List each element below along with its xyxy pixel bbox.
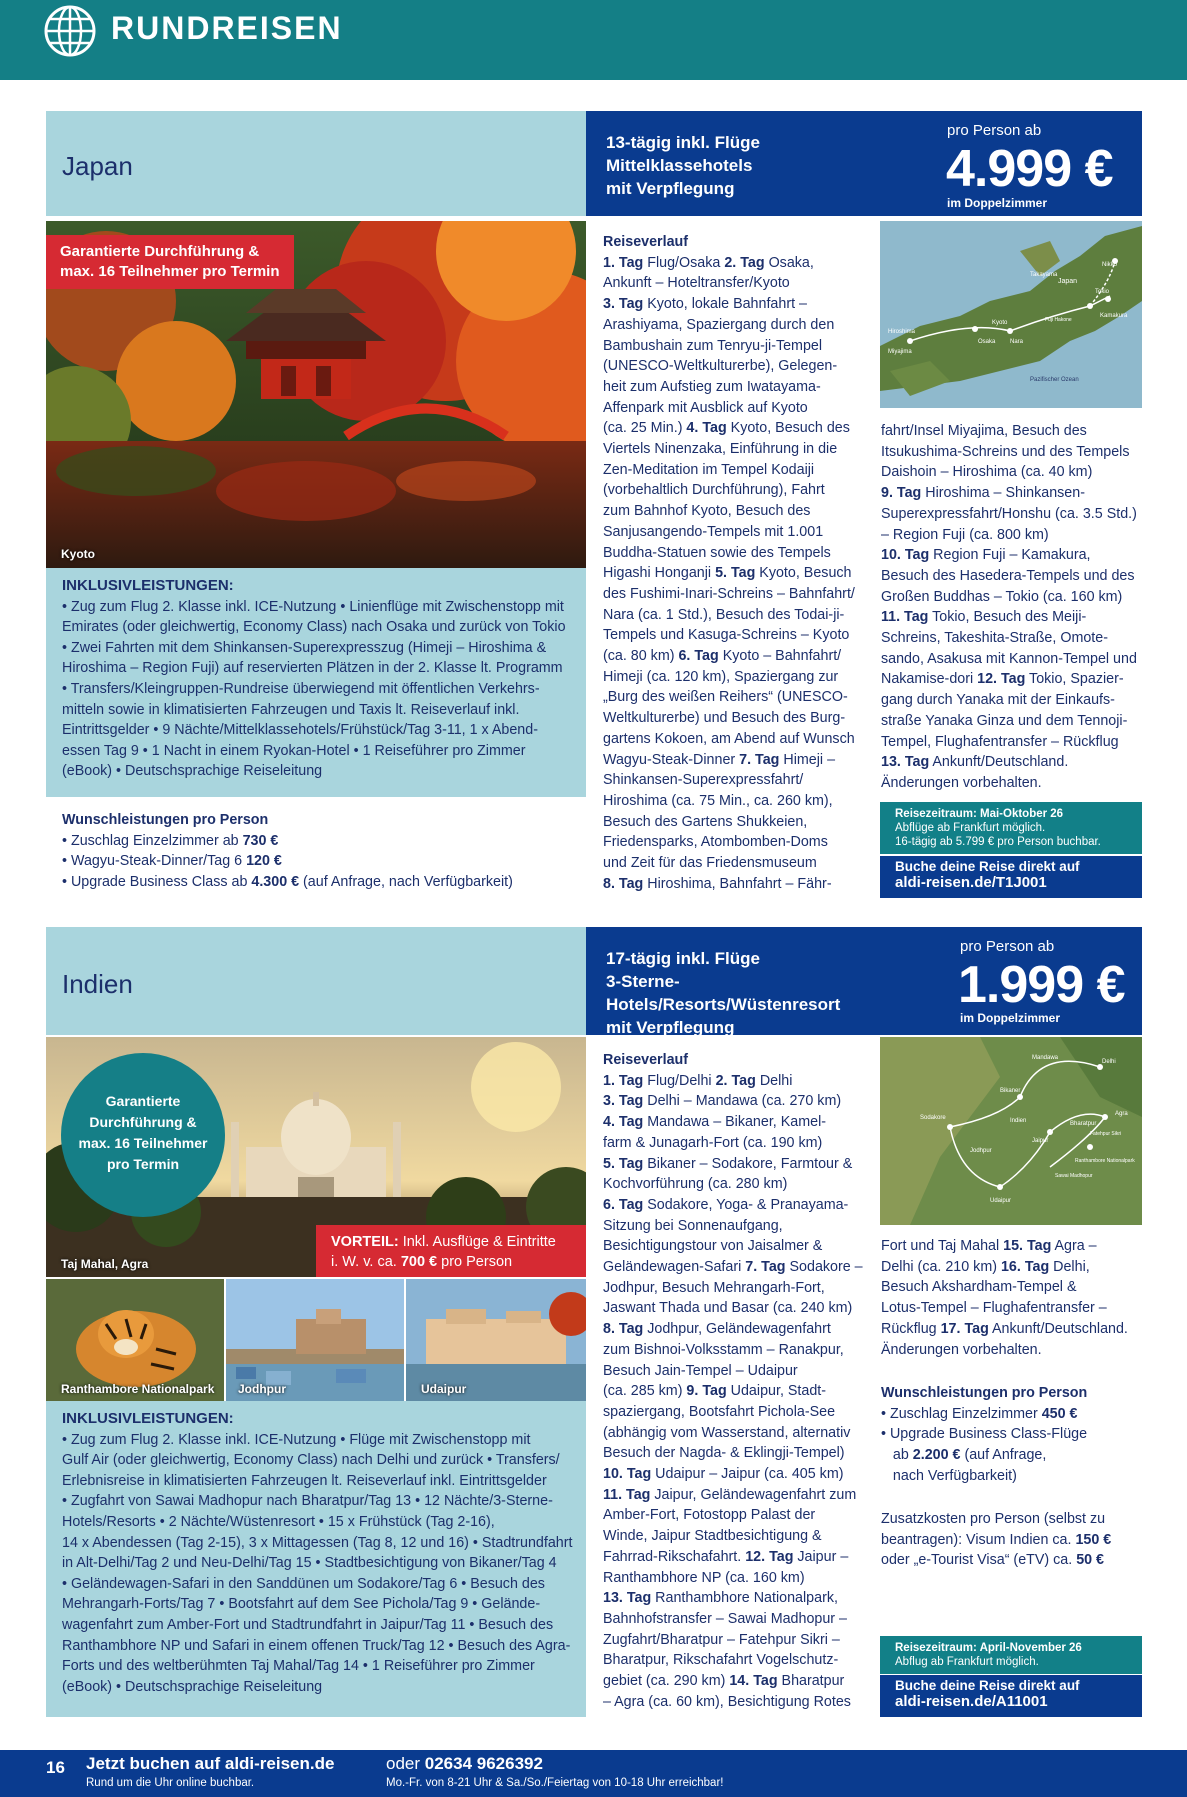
wunsch-item [62, 831, 582, 852]
itinerary-line: Besuch des Hasedera-Tempels und des [881, 567, 1135, 584]
itinerary-line: Itsukushima-Schreins und des Tempels [881, 443, 1130, 460]
itinerary-line: 5. Tag Bikaner – Sodakore, Farmtour & [603, 1155, 853, 1172]
india-photo-jodhpur [226, 1279, 404, 1401]
inclusive-line: Mehrangarh-Forts/Tag 7 • Bootsfahrt auf dem See Pichola/Tag 9 • Gelände- [62, 1596, 541, 1613]
itinerary-line: Nakamise-dori 12. Tag Tokio, Spazier- [881, 671, 1124, 688]
itinerary-line: Affenpark mit Ausblick auf Kyoto [603, 399, 808, 416]
itinerary-line: heit zum Aufstieg zum Iwatayama- [603, 378, 821, 395]
india-feature-line: 17-tägig inkl. Flüge [606, 949, 760, 968]
itinerary-line: Superexpressfahrt/Honshu (ca. 3.5 Std.) [881, 505, 1137, 522]
wunsch-text: • Upgrade Business Class ab [62, 873, 252, 890]
price-note: im Doppelzimmer [960, 1011, 1061, 1025]
itinerary-line: Fahrrad-Rikschafahrt. 12. Tag Jaipur – [603, 1548, 849, 1565]
itinerary-line: Zen-Meditation im Tempel Kodaiji [603, 461, 815, 478]
inclusive-line: • Zug zum Flug 2. Klasse inkl. ICE-Nutzung • Flüge mit Zwischenstopp mit [62, 1431, 531, 1448]
itinerary-line: Weltkulturerbe) und Besuch des Burg- [603, 710, 846, 727]
price-value: 1.999 € [958, 956, 1125, 1014]
badge-line: pro Termin [106, 1156, 180, 1172]
india-feature-box [586, 927, 880, 1035]
map-label: Bikaner [1000, 1088, 1021, 1094]
map-label: Miyajima [888, 349, 912, 355]
japan-feature-line: Mittelklassehotels [606, 156, 753, 175]
itinerary-line: Bharatpur, Rikschafahrt Vogelschutz- [603, 1652, 839, 1669]
map-label: Osaka [978, 339, 996, 345]
photo-caption: Udaipur [421, 1382, 467, 1396]
page-number: 16 [46, 1758, 65, 1777]
itinerary-line: des Fushimi-Inari-Schreins – Bahnfahrt/ [603, 585, 855, 602]
itinerary-line: Tempel, Flughafentransfer – Rückflug [881, 733, 1119, 750]
japan-country-title: Japan [62, 151, 133, 181]
itinerary-line: 13. Tag Ankunft/Deutschland. [881, 754, 1069, 771]
inclusive-line: • Zug zum Flug 2. Klasse inkl. ICE-Nutzung • Linienflüge mit Zwischenstopp mit [62, 598, 564, 615]
inclusive-line: mitteln sowie in klimatisierten Fahrzeugen und Taxis lt. Reiseverlauf inkl. [62, 701, 520, 718]
price-label: pro Person ab [960, 938, 1055, 955]
section-title: RUNDREISEN [111, 10, 343, 46]
footer-book-online [86, 1754, 334, 1774]
india-title-box [46, 927, 586, 1035]
vorteil-label: VORTEIL: [331, 1234, 399, 1250]
period-line: Abflüge ab Frankfurt möglich. [895, 822, 1046, 834]
map-label: Nikko [1102, 262, 1118, 268]
india-feature-line: mit Verpflegung [606, 1018, 735, 1037]
japan-itinerary-col1 [603, 232, 865, 895]
itinerary-line: Besuch Jain-Tempel – Udaipur [603, 1362, 798, 1379]
itinerary-line: Großen Buddhas – Tokio (ca. 160 km) [881, 588, 1123, 605]
price-value: 4.999 € [946, 140, 1113, 198]
japan-itinerary-col2 [881, 421, 1146, 794]
booking-url[interactable]: aldi-reisen.de/A11001 [895, 1693, 1048, 1710]
wunsch-price: 120 € [246, 853, 282, 870]
badge-line: max. 16 Teilnehmer pro Termin [60, 263, 280, 280]
wunsch-item [62, 872, 582, 893]
badge-line: Garantierte [105, 1093, 181, 1109]
itinerary-line: Besuch Akshardham-Tempel & [881, 1279, 1077, 1296]
itinerary-line: Hiroshima (ca. 75 Min., ca. 260 km), [603, 792, 833, 809]
itinerary-line: Himeji (ca. 120 km), Spaziergang zur [603, 668, 839, 685]
itinerary-line: – Agra (ca. 60 km), Besichtigung Rotes [603, 1693, 851, 1710]
japan-feature-line: 13-tägig inkl. Flüge [606, 133, 760, 152]
itinerary-line: Änderungen vorbehalten. [881, 1341, 1042, 1358]
map-label: Indien [1010, 1118, 1027, 1124]
wunsch-price: 730 € [242, 832, 279, 849]
vorteil-text: Inkl. Ausflüge & Eintritte [398, 1234, 556, 1250]
map-label: Japan [1058, 278, 1078, 285]
japan-photo-kyoto [46, 221, 586, 568]
map-label: Agra [1115, 1111, 1128, 1117]
map-label: Udaipur [990, 1198, 1012, 1204]
wunsch-after: (auf Anfrage, nach Verfügbarkeit) [299, 873, 513, 890]
map-label: Fuji Hakone [1045, 317, 1072, 323]
itinerary-line: Jaswant Thada und Basar (ca. 240 km) [603, 1300, 853, 1317]
india-itinerary-col1 [603, 1050, 865, 1713]
itinerary-line: Lotus-Tempel – Flughafentransfer – [881, 1300, 1107, 1317]
itinerary-line: 1. Tag Flug/Osaka 2. Tag Osaka, [603, 254, 814, 271]
wunsch-item: nach Verfügbarkeit) [881, 1467, 1017, 1484]
itinerary-line: 10. Tag Udaipur – Jaipur (ca. 405 km) [603, 1466, 844, 1483]
itinerary-line: Arashiyama, Spaziergang durch den [603, 316, 835, 333]
itinerary-line: 3. Tag Delhi – Mandawa (ca. 270 km) [603, 1093, 842, 1110]
inclusive-line: (eBook) • Deutschsprachige Reiseleitung [62, 763, 323, 780]
booking-url[interactable]: aldi-reisen.de/T1J001 [895, 874, 1047, 891]
itinerary-line: 11. Tag Tokio, Besuch des Meiji- [881, 609, 1087, 626]
inclusive-title: INKLUSIVLEISTUNGEN: [62, 1410, 234, 1427]
india-photo-udaipur [406, 1279, 586, 1401]
itinerary-line: 13. Tag Ranthambhore Nationalpark, [603, 1590, 838, 1607]
india-wunsch-list [881, 1383, 1146, 1487]
itinerary-line: gartens Kokoen, am Abend auf Wunsch [603, 730, 855, 747]
japan-wunsch-list [62, 810, 582, 892]
japan-price-box [880, 111, 1142, 216]
itinerary-line: Daishoin – Hiroshima (ca. 40 km) [881, 464, 1093, 481]
itinerary-line: fahrt/Insel Miyajima, Besuch des [881, 423, 1087, 439]
japan-booking-link[interactable] [880, 856, 1142, 898]
itinerary-line: Buddha-Statuen sowie des Tempels [603, 544, 831, 561]
itinerary-title: Reiseverlauf [603, 1052, 689, 1068]
itinerary-line: 8. Tag Jodhpur, Geländewagenfahrt [603, 1321, 831, 1338]
itinerary-line: spaziergang, Bootsfahrt Pichola-See [603, 1403, 836, 1420]
india-inclusive-box [46, 1401, 586, 1717]
map-label: Kyoto [992, 320, 1008, 326]
itinerary-line: Nara (ca. 1 Std.), Besuch des Todai-ji- [603, 606, 845, 623]
itinerary-line: 10. Tag Region Fuji – Kamakura, [881, 547, 1091, 564]
map-label: Nara [1010, 339, 1024, 345]
vorteil-price: 700 € [400, 1254, 438, 1270]
itinerary-line: Schreins, Takeshita-Straße, Omote- [881, 630, 1108, 647]
itinerary-line: straße Yanaka Ginza und dem Tennoji- [881, 712, 1128, 729]
vorteil-text: i. W. v. ca. [331, 1254, 401, 1270]
photo-caption: Taj Mahal, Agra [61, 1257, 149, 1271]
itinerary-line: – Region Fuji (ca. 800 km) [881, 526, 1049, 543]
footer-text: Jetzt buchen auf [86, 1754, 225, 1773]
footer-phone [386, 1754, 543, 1774]
extra-cost-line: oder „e-Tourist Visa“ (eTV) ca. 50 € [881, 1552, 1105, 1569]
india-photo-taj-mahal [46, 1037, 586, 1277]
itinerary-line: gang durch Yanaka mit der Einkaufs- [881, 692, 1115, 709]
wunsch-text: • Wagyu-Steak-Dinner/Tag 6 [62, 853, 247, 870]
japan-inclusive-box [46, 568, 586, 797]
itinerary-line: 9. Tag Hiroshima – Shinkansen- [881, 485, 1085, 502]
map-label: Pazifischer Ozean [1030, 377, 1079, 383]
itinerary-line: Delhi (ca. 210 km) 16. Tag Delhi, [881, 1258, 1090, 1275]
period-line: Reisezeitraum: April-November 26 [895, 1642, 1082, 1654]
itinerary-line: Viertels Ninenzaka, Einführung in die [603, 441, 838, 458]
map-label: Fatehpur Sikri [1090, 1131, 1122, 1137]
japan-feature-line: mit Verpflegung [606, 179, 735, 198]
itinerary-line: 6. Tag Sodakore, Yoga- & Pranayama- [603, 1196, 849, 1213]
wunsch-item: ab 2.200 € (auf Anfrage, [881, 1447, 1047, 1464]
japan-map-graphic [880, 221, 1142, 408]
inclusive-line: • Zugfahrt von Sawai Madhopur nach Bharatpur/Tag 13 • 12 Nächte/3-Sterne- [62, 1493, 553, 1510]
inclusive-line: Gulf Air (oder gleichwertig, Economy Class) nach Delhi und zurück • Transfers/ [62, 1452, 560, 1469]
footer-phone-sub: Mo.-Fr. von 8-21 Uhr & Sa./So./Feiertag von 10-18 Uhr erreichbar! [386, 1777, 724, 1789]
itinerary-line: Besichtigungstour von Jaisalmer & [603, 1238, 823, 1255]
itinerary-line: sando, Asakusa mit Kannon-Tempel und [881, 650, 1137, 667]
itinerary-line: Änderungen vorbehalten. [881, 774, 1042, 791]
itinerary-line: Besuch der Nagda- & Eklingji-Tempel) [603, 1445, 845, 1462]
inclusive-line: 14 x Abendessen (Tag 2-15), 3 x Mittagessen (Tag 8, 12 und 16) • Stadtrundfahrt [62, 1534, 573, 1551]
inclusive-line: • Zwei Fahrten mit dem Shinkansen-Superexpresszug (Himeji – Hiroshima & [62, 639, 547, 656]
itinerary-line: Bambushain zum Tenryu-ji-Tempel [603, 337, 823, 354]
price-label: pro Person ab [947, 122, 1042, 139]
itinerary-line: Winde, Jaipur Stadtbesichtigung & [603, 1528, 822, 1545]
footer-bar [0, 1750, 1187, 1797]
itinerary-line: 4. Tag Mandawa – Bikaner, Kamel- [603, 1114, 827, 1131]
itinerary-line: 1. Tag Flug/Delhi 2. Tag Delhi [603, 1072, 793, 1089]
inclusive-line: Hotels/Resorts • 2 Nächte/Wüstenresort • 15 x Frühstück (Tag 2-16), [62, 1513, 495, 1530]
map-label: Hiroshima [888, 329, 916, 335]
footer-book-sub: Rund um die Uhr online buchbar. [86, 1777, 255, 1789]
footer-text: oder [386, 1754, 425, 1773]
map-label: Ranthambore Nationalpark [1075, 1158, 1135, 1164]
wunsch-text: • Zuschlag Einzelzimmer ab [62, 832, 243, 849]
inclusive-title: INKLUSIVLEISTUNGEN: [62, 577, 234, 594]
itinerary-line: gebiet (ca. 290 km) 14. Tag Bharatpur [603, 1673, 845, 1690]
itinerary-title: Reiseverlauf [603, 234, 689, 250]
japan-route-map [880, 221, 1142, 408]
period-text [895, 1641, 1142, 1669]
itinerary-line: Ranthambhore NP (ca. 160 km) [603, 1569, 805, 1586]
inclusive-line: essen Tag 9 • 1 Nacht in einem Ryokan-Hotel • 1 Reiseführer pro Zimmer [62, 742, 526, 759]
india-price-box [880, 927, 1142, 1035]
footer-phone-number[interactable]: 02634 9626392 [424, 1754, 543, 1773]
map-label: Jaipur [1032, 1138, 1049, 1144]
india-country-title: Indien [62, 969, 133, 999]
itinerary-line: Friedensparks, Atombomben-Doms [603, 834, 828, 851]
itinerary-line: Amber-Fort, Fotostopp Palast der [603, 1507, 816, 1524]
inclusive-line: • Transfers/Kleingruppen-Rundreise überwiegend mit öffentlichen Verkehrs- [62, 680, 540, 697]
price-note: im Doppelzimmer [947, 196, 1048, 210]
map-label: Takayama [1030, 272, 1058, 278]
inclusive-line: (eBook) • Deutschsprachige Reiseleitung [62, 1678, 323, 1695]
itinerary-line: Wagyu-Steak-Dinner 7. Tag Himeji – [603, 751, 836, 768]
wunsch-item: • Zuschlag Einzelzimmer 450 € [881, 1405, 1078, 1422]
extra-cost-line: beantragen): Visum Indien ca. 150 € [881, 1531, 1112, 1548]
india-photo-ranthambore [46, 1279, 224, 1401]
photo-caption: Kyoto [61, 547, 95, 561]
india-itinerary-col2 [881, 1236, 1146, 1360]
booking-line: Buche deine Reise direkt auf [895, 1678, 1080, 1693]
itinerary-line: Zugfahrt/Bharatpur – Fatehpur Sikri – [603, 1631, 840, 1648]
inclusive-line: Ranthambhore NP und Safari in einem offenen Truck/Tag 12 • Besuch des Agra- [62, 1637, 571, 1654]
map-label: Sodakore [920, 1115, 946, 1121]
badge-line: Durchführung & [89, 1114, 197, 1130]
period-line: 16-tägig ab 5.799 € pro Person buchbar. [895, 836, 1101, 848]
itinerary-line: „Burg des weißen Reihers“ (UNESCO- [603, 689, 848, 706]
map-label: Jodhpur [970, 1148, 992, 1154]
itinerary-line: zum Bahnhof Kyoto, Besuch des [603, 503, 811, 520]
badge-line: Garantierte Durchführung & [60, 243, 260, 260]
badge-line: max. 16 Teilnehmer [78, 1135, 208, 1151]
itinerary-line: Higashi Honganji 5. Tag Kyoto, Besuch [603, 565, 852, 582]
itinerary-line: Geländewagen-Safari 7. Tag Sodakore – [603, 1259, 863, 1276]
itinerary-line: Ankunft – Hoteltransfer/Kyoto [603, 275, 790, 292]
inclusive-line: in Alt-Delhi/Tag 2 und Neu-Delhi/Tag 15 • Stadtbesichtigung von Bikaner/Tag 4 [62, 1555, 557, 1572]
map-label: Sawai Madhopur [1055, 1173, 1093, 1179]
itinerary-line: und Zeit für das Friedensmuseum [603, 855, 817, 872]
itinerary-line: Rückflug 17. Tag Ankunft/Deutschland. [881, 1320, 1128, 1337]
inclusive-line: Erlebnisreise in klimatisierten Fahrzeugen lt. Reiseverlauf inkl. Eintrittsgelder [62, 1472, 547, 1489]
inclusive-line: • Geländewagen-Safari in den Sanddünen um Sodakore/Tag 6 • Besuch des [62, 1575, 545, 1592]
itinerary-line: Jodhpur, Besuch Mehrangarh-Fort, [603, 1279, 825, 1296]
itinerary-line: (vorbehaltlich Durchführung), Fahrt [603, 482, 825, 499]
itinerary-line: (abhängig vom Wasserstand, alternativ [603, 1424, 851, 1441]
guarantee-circle-badge [61, 1053, 225, 1217]
footer-url-link[interactable]: aldi-reisen.de [224, 1754, 335, 1773]
guarantee-badge [46, 235, 294, 289]
itinerary-line: Kochvorführung (ca. 280 km) [603, 1176, 788, 1193]
itinerary-line: (ca. 80 km) 6. Tag Kyoto – Bahnfahrt/ [603, 648, 842, 665]
vorteil-badge [316, 1225, 586, 1277]
japan-title-box [46, 111, 586, 216]
wunsch-title: Wunschleistungen pro Person [62, 812, 269, 828]
map-label: Delhi [1102, 1059, 1116, 1065]
itinerary-line: 8. Tag Hiroshima, Bahnfahrt – Fähr- [603, 875, 832, 892]
itinerary-line: zum Bishnoi-Volksstamm – Ranakpur, [603, 1341, 844, 1358]
itinerary-line: Bahnhofstransfer – Sawai Madhopur – [603, 1610, 847, 1627]
period-text [895, 807, 1142, 849]
itinerary-line: Tempels und Kasuga-Schreins – Kyoto [603, 627, 850, 644]
itinerary-line: (ca. 285 km) 9. Tag Udaipur, Stadt- [603, 1383, 827, 1400]
period-line: Abflug ab Frankfurt möglich. [895, 1656, 1039, 1668]
itinerary-line: Besuch des Gartens Shukkeien, [603, 813, 808, 830]
globe-icon [44, 5, 96, 57]
map-label: Kamakura [1100, 313, 1128, 319]
india-route-map [880, 1037, 1142, 1225]
inclusive-line: Hiroshima – Region Fuji) auf reservierten Plätzen in der 2. Klasse lt. Programm [62, 660, 563, 677]
period-line: Reisezeitraum: Mai-Oktober 26 [895, 808, 1064, 820]
extra-cost-line: Zusatzkosten pro Person (selbst zu [881, 1511, 1106, 1527]
photo-caption: Ranthambore Nationalpark [61, 1382, 215, 1396]
map-label: Mandawa [1032, 1055, 1059, 1061]
wunsch-price: 4.300 € [251, 873, 300, 890]
itinerary-line: 11. Tag Jaipur, Geländewagenfahrt zum [603, 1486, 857, 1503]
itinerary-line: Shinkansen-Superexpressfahrt/ [603, 772, 804, 789]
map-label: Tokio [1095, 289, 1110, 295]
japan-travel-period [880, 802, 1142, 854]
india-travel-period [880, 1636, 1142, 1674]
wunsch-item: • Upgrade Business Class-Flüge [881, 1426, 1088, 1443]
header-bar [0, 0, 1187, 80]
india-booking-link[interactable] [880, 1675, 1142, 1717]
photo-caption: Jodhpur [238, 1382, 286, 1396]
inclusive-line: Forts und des weltberühmten Taj Mahal/Tag 14 • 1 Reiseführer pro Zimmer [62, 1658, 535, 1675]
itinerary-line: Fort und Taj Mahal 15. Tag Agra – [881, 1238, 1097, 1254]
japan-feature-box [586, 111, 880, 216]
inclusive-line: Eintrittsgelder • 9 Nächte/Mittelklassehotels/Frühstück/Tag 3-11, 1 x Abend- [62, 722, 538, 739]
inclusive-line: Emirates (oder gleichwertig, Economy Class) nach Osaka und zurück von Tokio [62, 619, 566, 636]
vorteil-text: pro Person [437, 1254, 513, 1270]
booking-line: Buche deine Reise direkt auf [895, 859, 1080, 874]
itinerary-line: farm & Junagarh-Fort (ca. 190 km) [603, 1134, 823, 1151]
itinerary-line: Sanjusangendo-Tempels mit 1.001 [603, 523, 824, 540]
india-map-graphic [880, 1037, 1142, 1225]
itinerary-line: 3. Tag Kyoto, lokale Bahnfahrt – [603, 296, 807, 313]
wunsch-items [881, 1404, 1146, 1487]
itinerary-line: (UNESCO-Weltkulturerbe), Gelegen- [603, 358, 838, 375]
itinerary-line: Sitzung bei Sonnenaufgang, [603, 1217, 783, 1234]
wunsch-item [62, 851, 582, 872]
wunsch-title: Wunschleistungen pro Person [881, 1385, 1088, 1401]
inclusive-line: wagenfahrt zum Amber-Fort und Stadtrundfahrt in Jaipur/Tag 11 • Besuch des [62, 1616, 554, 1633]
itinerary-line: (ca. 25 Min.) 4. Tag Kyoto, Besuch des [603, 420, 850, 437]
map-label: Bharatpur [1070, 1121, 1097, 1127]
india-extra-costs [881, 1509, 1146, 1571]
india-feature-line: 3-Sterne-Hotels/Resorts/Wüstenresort [606, 972, 841, 1014]
